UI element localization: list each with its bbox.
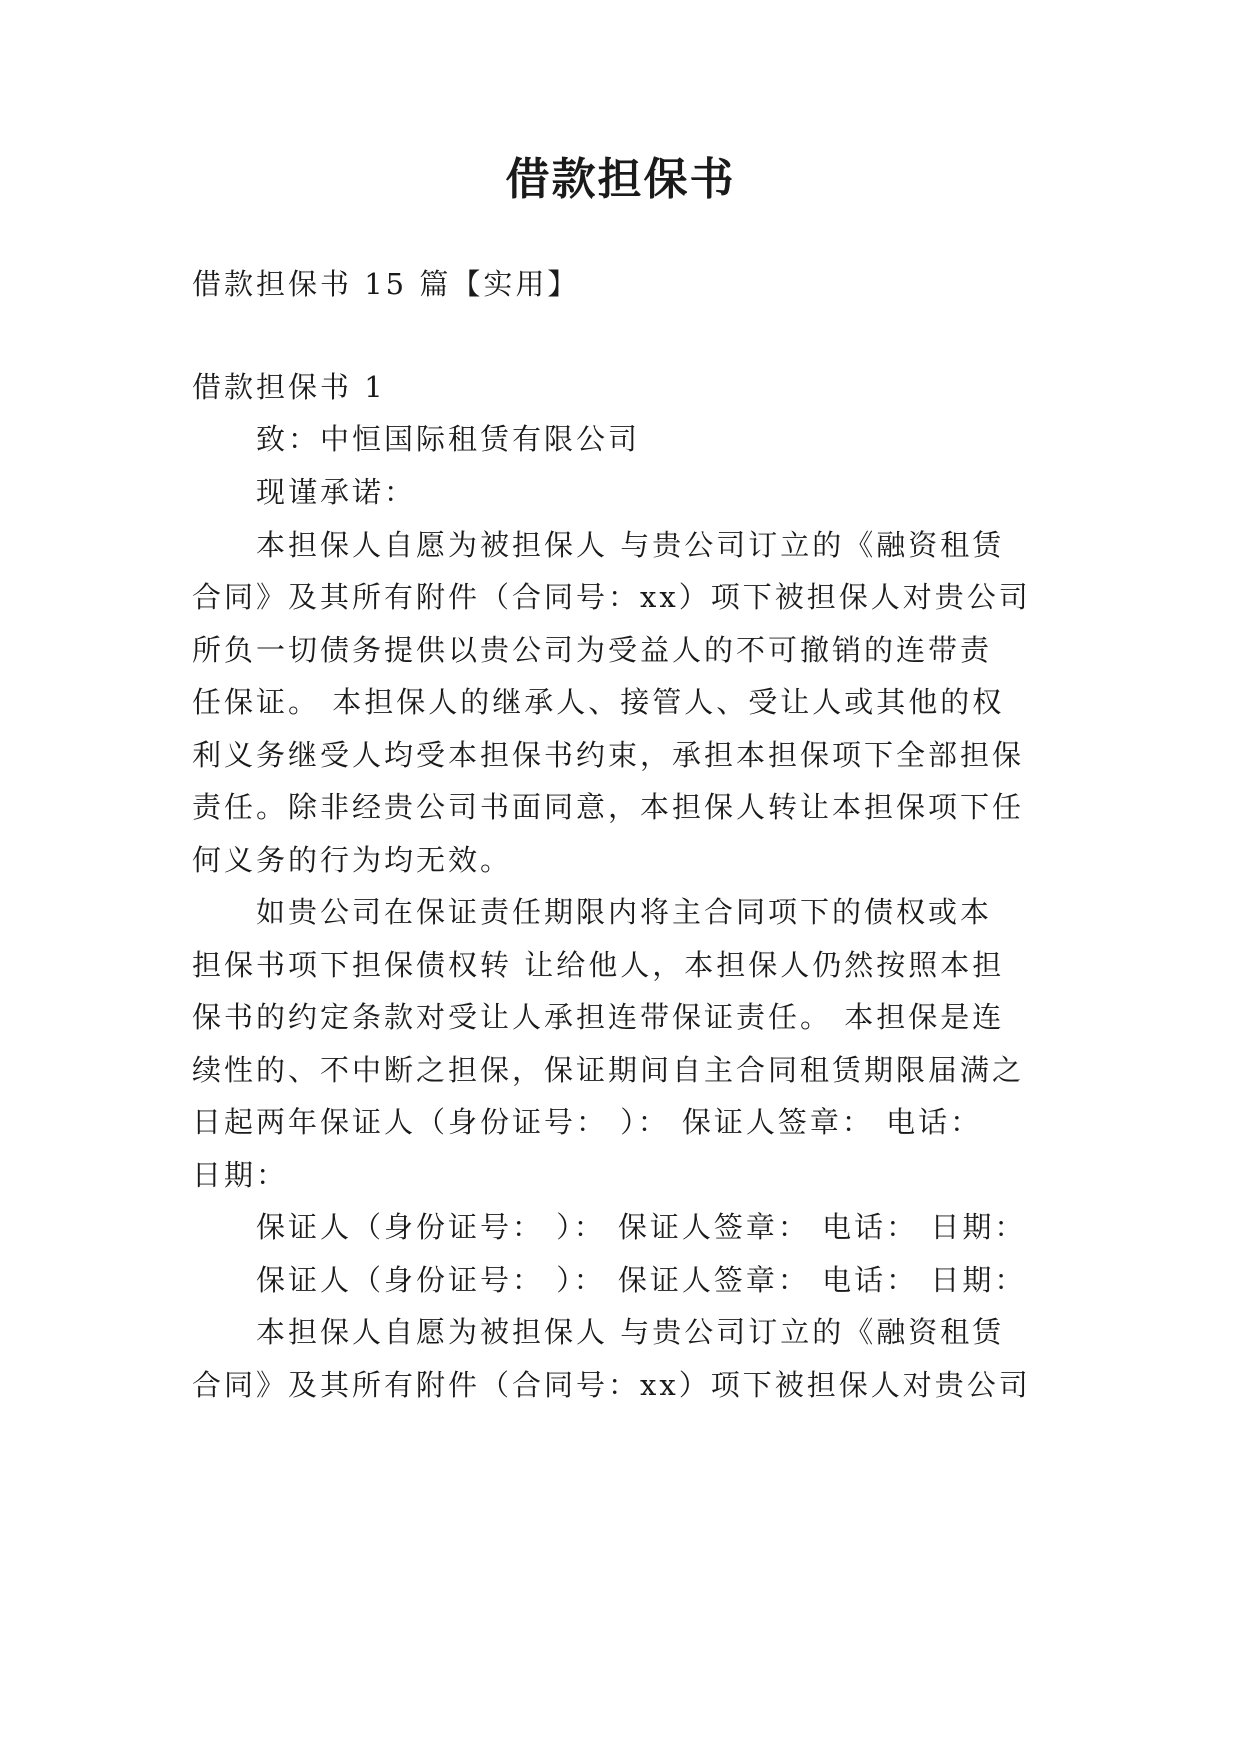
paragraph-line: 何义务的行为均无效。 xyxy=(192,843,513,877)
paragraph-line: 担保书项下担保债权转 让给他人，本担保人仍然按照本担 xyxy=(192,948,1005,982)
guarantor-signature-line: 保证人（身份证号： ）： 保证人签章： 电话： 日期： xyxy=(256,1263,1027,1297)
addressee-line: 致：中恒国际租赁有限公司 xyxy=(256,422,641,456)
paragraph-line: 续性的、不中断之担保，保证期间自主合同租赁期限届满之 xyxy=(192,1053,1025,1087)
paragraph-line: 保书的约定条款对受让人承担连带保证责任。 本担保是连 xyxy=(192,1000,1005,1034)
guarantor-signature-line: 保证人（身份证号： ）： 保证人签章： 电话： 日期： xyxy=(256,1210,1027,1244)
document-subtitle: 借款担保书 15 篇【实用】 xyxy=(192,267,580,301)
paragraph-line: 合同》及其所有附件（合同号：xx）项下被担保人对贵公司 xyxy=(192,1368,1031,1402)
paragraph-line: 任保证。 本担保人的继承人、接管人、受让人或其他的权 xyxy=(192,685,1005,719)
paragraph-line: 合同》及其所有附件（合同号：xx）项下被担保人对贵公司 xyxy=(192,580,1031,614)
paragraph-line: 本担保人自愿为被担保人 与贵公司订立的《融资租赁 xyxy=(256,1315,1005,1349)
commitment-line: 现谨承诺： xyxy=(256,475,417,509)
paragraph-line: 日期： xyxy=(192,1158,289,1192)
section-heading: 借款担保书 1 xyxy=(192,370,386,404)
paragraph-line: 所负一切债务提供以贵公司为受益人的不可撤销的连带责 xyxy=(192,633,993,667)
paragraph-line: 日起两年保证人（身份证号： ）： 保证人签章： 电话： xyxy=(192,1105,983,1139)
page-title: 借款担保书 xyxy=(505,154,736,205)
paragraph-line: 利义务继受人均受本担保书约束，承担本担保项下全部担保 xyxy=(192,738,1025,772)
paragraph-line: 责任。除非经贵公司书面同意，本担保人转让本担保项下任 xyxy=(192,790,1025,824)
paragraph-line: 本担保人自愿为被担保人 与贵公司订立的《融资租赁 xyxy=(256,528,1005,562)
paragraph-line: 如贵公司在保证责任期限内将主合同项下的债权或本 xyxy=(256,895,993,929)
